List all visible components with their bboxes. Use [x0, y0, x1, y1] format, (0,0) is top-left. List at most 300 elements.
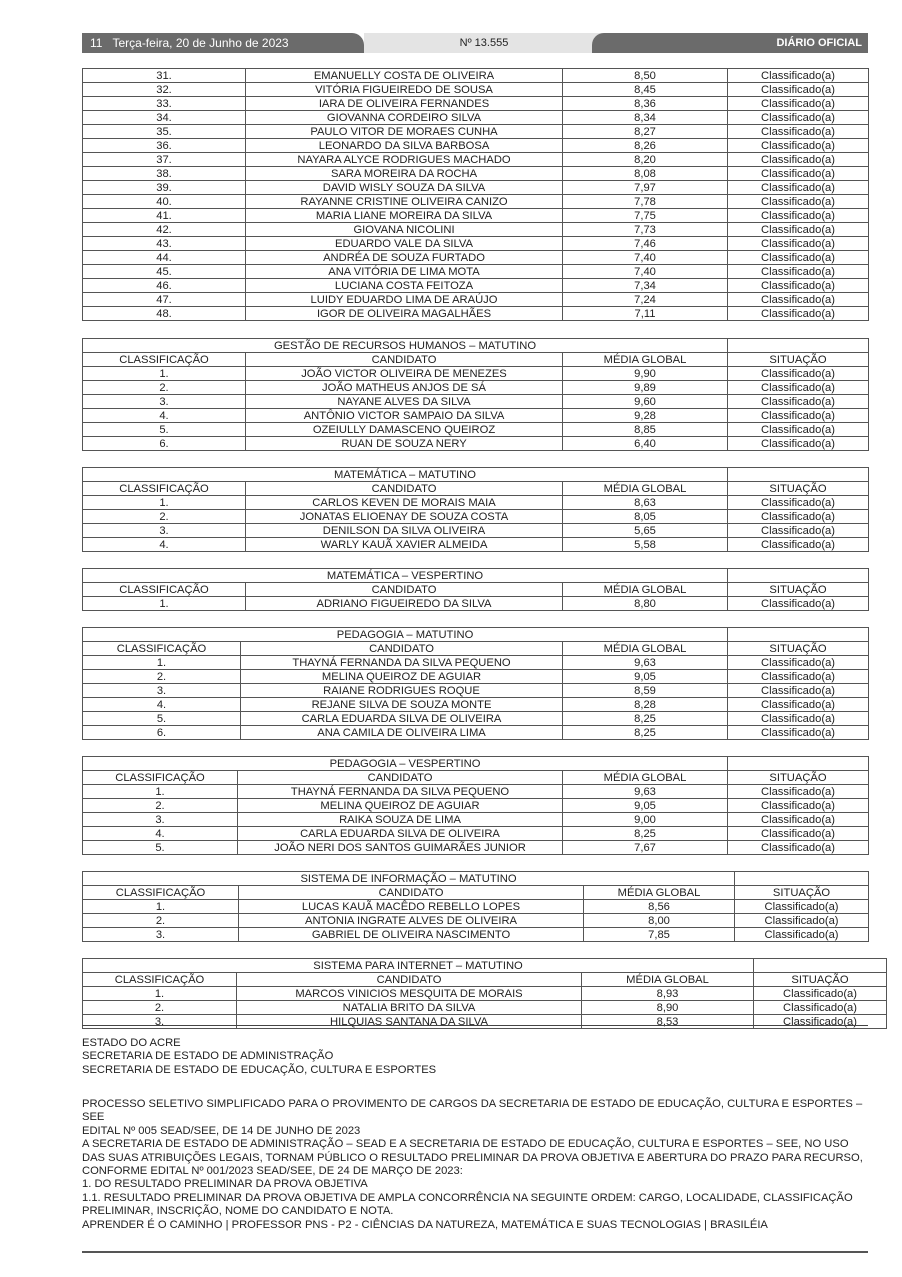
status-cell: Classificado(a) [728, 799, 869, 813]
header-classification: CLASSIFICAÇÃO [83, 353, 246, 367]
rank-cell: 42. [83, 223, 246, 237]
table-row [83, 827, 869, 841]
rank-cell: 4. [83, 538, 246, 552]
rank-cell: 43. [83, 237, 246, 251]
status-cell: Classificado(a) [728, 209, 869, 223]
table-row [83, 307, 869, 321]
candidate-cell: NATALIA BRITO DA SILVA [237, 1001, 582, 1015]
score-cell: 7,78 [563, 195, 728, 209]
score-cell: 7,73 [563, 223, 728, 237]
rank-cell: 2. [83, 914, 239, 928]
score-cell: 8,20 [563, 153, 728, 167]
status-cell: Classificado(a) [728, 83, 869, 97]
header-classification: CLASSIFICAÇÃO [83, 642, 241, 656]
status-cell: Classificado(a) [728, 139, 869, 153]
footer-rule [82, 1251, 868, 1253]
results-table [82, 756, 869, 855]
section-title: PEDAGOGIA – VESPERTINO [83, 757, 728, 771]
candidate-cell: OZEIULLY DAMASCENO QUEIROZ [246, 423, 563, 437]
score-cell: 8,45 [563, 83, 728, 97]
candidate-cell: NAYARA ALYCE RODRIGUES MACHADO [246, 153, 563, 167]
candidate-cell: NAYANE ALVES DA SILVA [246, 395, 563, 409]
notice-section-heading: 1. DO RESULTADO PRELIMINAR DA PROVA OBJETIVA [82, 1178, 368, 1191]
table-row [83, 799, 869, 813]
rank-cell: 5. [83, 423, 246, 437]
title-empty-cell [754, 959, 887, 973]
score-cell: 7,46 [563, 237, 728, 251]
score-cell: 8,63 [563, 496, 728, 510]
rank-cell: 2. [83, 510, 246, 524]
candidate-cell: CARLOS KEVEN DE MORAIS MAIA [246, 496, 563, 510]
candidate-cell: ANTÔNIO VICTOR SAMPAIO DA SILVA [246, 409, 563, 423]
rank-cell: 6. [83, 726, 241, 740]
table-title-row [83, 872, 869, 886]
candidate-cell: RAIANE RODRIGUES ROQUE [241, 684, 563, 698]
agency-block [82, 1037, 870, 1077]
status-cell: Classificado(a) [728, 712, 869, 726]
table-row [83, 167, 869, 181]
candidate-cell: RAYANNE CRISTINE OLIVEIRA CANIZO [246, 195, 563, 209]
candidate-cell: MARIA LIANE MOREIRA DA SILVA [246, 209, 563, 223]
table-row [83, 423, 869, 437]
header-candidate: CANDIDATO [237, 973, 582, 987]
candidate-cell: EDUARDO VALE DA SILVA [246, 237, 563, 251]
status-cell: Classificado(a) [728, 265, 869, 279]
table-header-row [83, 886, 869, 900]
header-classification: CLASSIFICAÇÃO [83, 771, 238, 785]
rank-cell: 4. [83, 698, 241, 712]
status-cell: Classificado(a) [728, 167, 869, 181]
status-cell: Classificado(a) [728, 367, 869, 381]
status-cell: Classificado(a) [728, 597, 869, 611]
table-title-row [83, 959, 887, 973]
candidate-cell: CARLA EDUARDA SILVA DE OLIVEIRA [238, 827, 563, 841]
score-cell: 8,25 [563, 827, 728, 841]
table-row [83, 437, 869, 451]
table-row [83, 69, 869, 83]
candidate-cell: HILQUIAS SANTANA DA SILVA [237, 1015, 582, 1029]
agency-line: SECRETARIA DE ESTADO DE EDUCAÇÃO, CULTURA E ESPORTES [82, 1063, 437, 1076]
agency-line: ESTADO DO ACRE [82, 1037, 181, 1049]
table-title-row [83, 468, 869, 482]
notice-body: A SECRETARIA DE ESTADO DE ADMINISTRAÇÃO – SEAD E A SECRETARIA DE ESTADO DE EDUCAÇÃO, CULTURA E ESPORTES – SEE, NO USO DAS SUAS ATRIBUIÇÕES LEGAIS, TORNAM PÚBLICO O RESULTADO PRELIMINAR DA PROVA OBJETIVA E ABERTURA DO PRAZO PARA RECURSO, CONFORME EDITAL Nº 001/2023 SEAD/SEE, DE 24 DE MARÇO DE 2023: [82, 1138, 863, 1178]
rank-cell: 38. [83, 167, 246, 181]
results-table [82, 338, 869, 451]
candidate-cell: PAULO VITOR DE MORAES CUNHA [246, 125, 563, 139]
table-row [83, 265, 869, 279]
candidate-cell: JOÃO NERI DOS SANTOS GUIMARÃES JUNIOR [238, 841, 563, 855]
table-row [83, 181, 869, 195]
table-row [83, 538, 869, 552]
rank-cell: 4. [83, 409, 246, 423]
header-score: MÉDIA GLOBAL [563, 642, 728, 656]
rank-cell: 3. [83, 928, 239, 942]
notice-subsection: 1.1. RESULTADO PRELIMINAR DA PROVA OBJETIVA DE AMPLA CONCORRÊNCIA NA SEGUINTE ORDEM: CARGO, LOCALIDADE, CLASSIFICAÇÃO PRELIMINAR, INSCRIÇÃO, NOME DO CANDIDATO E NOTA. [82, 1191, 853, 1218]
score-cell: 7,11 [563, 307, 728, 321]
table-title-row [83, 339, 869, 353]
section-divider [82, 1025, 868, 1026]
table-row [83, 251, 869, 265]
table-row [83, 195, 869, 209]
status-cell: Classificado(a) [728, 293, 869, 307]
table-row [83, 597, 869, 611]
score-cell: 8,27 [563, 125, 728, 139]
score-cell: 9,00 [563, 813, 728, 827]
candidate-cell: LUCAS KAUÃ MACÊDO REBELLO LOPES [239, 900, 584, 914]
table-row [83, 712, 869, 726]
section-title: PEDAGOGIA – MATUTINO [83, 628, 728, 642]
header-candidate: CANDIDATO [246, 482, 563, 496]
title-empty-cell [728, 569, 869, 583]
table-row [83, 496, 869, 510]
status-cell: Classificado(a) [735, 914, 869, 928]
table-row [83, 813, 869, 827]
candidate-cell: EMANUELLY COSTA DE OLIVEIRA [246, 69, 563, 83]
status-cell: Classificado(a) [728, 538, 869, 552]
results-table [82, 958, 887, 1029]
score-cell: 9,05 [563, 670, 728, 684]
rank-cell: 48. [83, 307, 246, 321]
score-cell: 7,75 [563, 209, 728, 223]
score-cell: 6,40 [563, 437, 728, 451]
score-cell: 8,25 [563, 712, 728, 726]
status-cell: Classificado(a) [728, 785, 869, 799]
header-score: MÉDIA GLOBAL [563, 482, 728, 496]
table-row [83, 111, 869, 125]
table-header-row [83, 482, 869, 496]
table-header-row [83, 642, 869, 656]
rank-cell: 4. [83, 827, 238, 841]
candidate-cell: GABRIEL DE OLIVEIRA NASCIMENTO [239, 928, 584, 942]
agency-line: SECRETARIA DE ESTADO DE ADMINISTRAÇÃO [82, 1050, 334, 1063]
table-row [83, 1015, 887, 1029]
header-status: SITUAÇÃO [728, 583, 869, 597]
rank-cell: 1. [83, 900, 239, 914]
score-cell: 8,00 [584, 914, 735, 928]
table-row [83, 83, 869, 97]
rank-cell: 44. [83, 251, 246, 265]
table-row [83, 293, 869, 307]
rank-cell: 1. [83, 367, 246, 381]
candidate-cell: JONATAS ELIOENAY DE SOUZA COSTA [246, 510, 563, 524]
candidate-cell: IGOR DE OLIVEIRA MAGALHÃES [246, 307, 563, 321]
title-empty-cell [728, 628, 869, 642]
notice-position: APRENDER É O CAMINHO | PROFESSOR PNS - P2 - CIÊNCIAS DA NATUREZA, MATEMÁTICA E SUAS TECNOLOGIAS | BRASILÉIA [82, 1218, 768, 1231]
notice-edital: EDITAL Nº 005 SEAD/SEE, DE 14 DE JUNHO DE 2023 [82, 1124, 361, 1137]
status-cell: Classificado(a) [728, 279, 869, 293]
results-tables [82, 68, 868, 1045]
section-title: GESTÃO DE RECURSOS HUMANOS – MATUTINO [83, 339, 728, 353]
score-cell: 7,85 [584, 928, 735, 942]
rank-cell: 34. [83, 111, 246, 125]
score-cell: 7,67 [563, 841, 728, 855]
table-row [83, 395, 869, 409]
rank-cell: 1. [83, 597, 246, 611]
table-header-row [83, 973, 887, 987]
candidate-cell: MELINA QUEIROZ DE AGUIAR [241, 670, 563, 684]
status-cell: Classificado(a) [728, 125, 869, 139]
score-cell: 8,08 [563, 167, 728, 181]
results-table-continued [82, 68, 869, 321]
score-cell: 8,34 [563, 111, 728, 125]
status-cell: Classificado(a) [728, 656, 869, 670]
candidate-cell: LEONARDO DA SILVA BARBOSA [246, 139, 563, 153]
status-cell: Classificado(a) [728, 423, 869, 437]
rank-cell: 5. [83, 841, 238, 855]
header-publication: DIÁRIO OFICIAL [592, 33, 868, 53]
rank-cell: 40. [83, 195, 246, 209]
candidate-cell: RAIKA SOUZA DE LIMA [238, 813, 563, 827]
header-status: SITUAÇÃO [728, 482, 869, 496]
title-empty-cell [735, 872, 869, 886]
score-cell: 9,28 [563, 409, 728, 423]
score-cell: 8,59 [563, 684, 728, 698]
section-title: MATEMÁTICA – MATUTINO [83, 468, 728, 482]
status-cell: Classificado(a) [728, 307, 869, 321]
page-header [82, 33, 868, 53]
results-table [82, 467, 869, 552]
table-row [83, 900, 869, 914]
table-row [83, 237, 869, 251]
candidate-cell: MARCOS VINICIOS MESQUITA DE MORAIS [237, 987, 582, 1001]
score-cell: 9,90 [563, 367, 728, 381]
rank-cell: 45. [83, 265, 246, 279]
status-cell: Classificado(a) [735, 928, 869, 942]
candidate-cell: ANTONIA INGRATE ALVES DE OLIVEIRA [239, 914, 584, 928]
table-row [83, 841, 869, 855]
candidate-cell: CARLA EDUARDA SILVA DE OLIVEIRA [241, 712, 563, 726]
status-cell: Classificado(a) [728, 813, 869, 827]
status-cell: Classificado(a) [728, 684, 869, 698]
table-header-row [83, 583, 869, 597]
header-classification: CLASSIFICAÇÃO [83, 886, 239, 900]
score-cell: 9,89 [563, 381, 728, 395]
score-cell: 7,97 [563, 181, 728, 195]
table-row [83, 139, 869, 153]
header-candidate: CANDIDATO [246, 353, 563, 367]
score-cell: 8,85 [563, 423, 728, 437]
table-row [83, 524, 869, 538]
candidate-cell: JOÃO MATHEUS ANJOS DE SÁ [246, 381, 563, 395]
rank-cell: 32. [83, 83, 246, 97]
table-header-row [83, 353, 869, 367]
candidate-cell: VITÓRIA FIGUEIREDO DE SOUSA [246, 83, 563, 97]
candidate-cell: MELINA QUEIROZ DE AGUIAR [238, 799, 563, 813]
rank-cell: 6. [83, 437, 246, 451]
header-status: SITUAÇÃO [735, 886, 869, 900]
score-cell: 9,05 [563, 799, 728, 813]
status-cell: Classificado(a) [728, 251, 869, 265]
candidate-cell: REJANE SILVA DE SOUZA MONTE [241, 698, 563, 712]
results-table [82, 627, 869, 740]
status-cell: Classificado(a) [754, 987, 887, 1001]
candidate-cell: ANDRÉA DE SOUZA FURTADO [246, 251, 563, 265]
table-row [83, 223, 869, 237]
candidate-cell: WARLY KAUÃ XAVIER ALMEIDA [246, 538, 563, 552]
rank-cell: 39. [83, 181, 246, 195]
status-cell: Classificado(a) [754, 1001, 887, 1015]
rank-cell: 47. [83, 293, 246, 307]
status-cell: Classificado(a) [728, 409, 869, 423]
header-score: MÉDIA GLOBAL [582, 973, 754, 987]
rank-cell: 1. [83, 656, 241, 670]
rank-cell: 2. [83, 1001, 237, 1015]
rank-cell: 3. [83, 524, 246, 538]
score-cell: 8,26 [563, 139, 728, 153]
header-edition: Nº 13.555 [364, 33, 604, 53]
table-row [83, 1001, 887, 1015]
title-empty-cell [728, 468, 869, 482]
status-cell: Classificado(a) [728, 437, 869, 451]
score-cell: 8,50 [563, 69, 728, 83]
status-cell: Classificado(a) [735, 900, 869, 914]
table-title-row [83, 757, 869, 771]
table-row [83, 409, 869, 423]
header-classification: CLASSIFICAÇÃO [83, 482, 246, 496]
candidate-cell: LUIDY EDUARDO LIMA DE ARAÚJO [246, 293, 563, 307]
rank-cell: 31. [83, 69, 246, 83]
candidate-cell: ANA CAMILA DE OLIVEIRA LIMA [241, 726, 563, 740]
candidate-cell: ANA VITÓRIA DE LIMA MOTA [246, 265, 563, 279]
candidate-cell: IARA DE OLIVEIRA FERNANDES [246, 97, 563, 111]
rank-cell: 37. [83, 153, 246, 167]
status-cell: Classificado(a) [728, 153, 869, 167]
rank-cell: 1. [83, 785, 238, 799]
candidate-cell: RUAN DE SOUZA NERY [246, 437, 563, 451]
header-candidate: CANDIDATO [241, 642, 563, 656]
score-cell: 8,80 [563, 597, 728, 611]
score-cell: 8,05 [563, 510, 728, 524]
score-cell: 8,90 [582, 1001, 754, 1015]
status-cell: Classificado(a) [728, 841, 869, 855]
score-cell: 9,63 [563, 656, 728, 670]
table-title-row [83, 628, 869, 642]
header-status: SITUAÇÃO [728, 642, 869, 656]
rank-cell: 2. [83, 799, 238, 813]
header-score: MÉDIA GLOBAL [563, 771, 728, 785]
candidate-cell: GIOVANNA CORDEIRO SILVA [246, 111, 563, 125]
status-cell: Classificado(a) [728, 381, 869, 395]
title-empty-cell [728, 757, 869, 771]
table-row [83, 381, 869, 395]
candidate-cell: GIOVANA NICOLINI [246, 223, 563, 237]
header-score: MÉDIA GLOBAL [563, 353, 728, 367]
score-cell: 8,36 [563, 97, 728, 111]
rank-cell: 2. [83, 381, 246, 395]
candidate-cell: DAVID WISLY SOUZA DA SILVA [246, 181, 563, 195]
title-empty-cell [728, 339, 869, 353]
header-classification: CLASSIFICAÇÃO [83, 973, 237, 987]
section-title: SISTEMA DE INFORMAÇÃO – MATUTINO [83, 872, 735, 886]
table-row [83, 153, 869, 167]
table-row [83, 510, 869, 524]
table-row [83, 97, 869, 111]
table-title-row [83, 569, 869, 583]
score-cell: 9,63 [563, 785, 728, 799]
header-score: MÉDIA GLOBAL [563, 583, 728, 597]
status-cell: Classificado(a) [728, 827, 869, 841]
score-cell: 8,28 [563, 698, 728, 712]
header-candidate: CANDIDATO [246, 583, 563, 597]
rank-cell: 33. [83, 97, 246, 111]
score-cell: 8,53 [582, 1015, 754, 1029]
table-row [83, 698, 869, 712]
candidate-cell: LUCIANA COSTA FEITOZA [246, 279, 563, 293]
candidate-cell: THAYNÁ FERNANDA DA SILVA PEQUENO [238, 785, 563, 799]
status-cell: Classificado(a) [728, 111, 869, 125]
rank-cell: 3. [83, 813, 238, 827]
score-cell: 8,93 [582, 987, 754, 1001]
table-row [83, 684, 869, 698]
results-table [82, 568, 869, 611]
status-cell: Classificado(a) [728, 698, 869, 712]
results-table [82, 871, 869, 942]
rank-cell: 35. [83, 125, 246, 139]
table-row [83, 209, 869, 223]
rank-cell: 36. [83, 139, 246, 153]
rank-cell: 46. [83, 279, 246, 293]
score-cell: 7,24 [563, 293, 728, 307]
rank-cell: 3. [83, 1015, 237, 1029]
status-cell: Classificado(a) [728, 181, 869, 195]
score-cell: 9,60 [563, 395, 728, 409]
rank-cell: 3. [83, 684, 241, 698]
header-status: SITUAÇÃO [728, 771, 869, 785]
table-row [83, 125, 869, 139]
section-title: SISTEMA PARA INTERNET – MATUTINO [83, 959, 754, 973]
header-candidate: CANDIDATO [239, 886, 584, 900]
header-candidate: CANDIDATO [238, 771, 563, 785]
score-cell: 5,65 [563, 524, 728, 538]
score-cell: 7,40 [563, 265, 728, 279]
header-status: SITUAÇÃO [728, 353, 869, 367]
score-cell: 8,56 [584, 900, 735, 914]
notice-title: PROCESSO SELETIVO SIMPLIFICADO PARA O PROVIMENTO DE CARGOS DA SECRETARIA DE ESTADO DE EDUCAÇÃO, CULTURA E ESPORTES – SEE [82, 1098, 863, 1124]
rank-cell: 2. [83, 670, 241, 684]
header-classification: CLASSIFICAÇÃO [83, 583, 246, 597]
status-cell: Classificado(a) [728, 223, 869, 237]
rank-cell: 3. [83, 395, 246, 409]
table-row [83, 656, 869, 670]
status-cell: Classificado(a) [728, 524, 869, 538]
table-row [83, 367, 869, 381]
status-cell: Classificado(a) [728, 195, 869, 209]
candidate-cell: SARA MOREIRA DA ROCHA [246, 167, 563, 181]
candidate-cell: DENILSON DA SILVA OLIVEIRA [246, 524, 563, 538]
status-cell: Classificado(a) [728, 97, 869, 111]
score-cell: 7,34 [563, 279, 728, 293]
score-cell: 8,25 [563, 726, 728, 740]
status-cell: Classificado(a) [728, 726, 869, 740]
table-header-row [83, 771, 869, 785]
header-date: Terça-feira, 20 de Junho de 2023 [112, 36, 289, 50]
candidate-cell: JOÃO VICTOR OLIVEIRA DE MENEZES [246, 367, 563, 381]
score-cell: 7,40 [563, 251, 728, 265]
header-left [82, 33, 364, 53]
header-score: MÉDIA GLOBAL [584, 886, 735, 900]
table-row [83, 670, 869, 684]
status-cell: Classificado(a) [728, 510, 869, 524]
table-row [83, 279, 869, 293]
table-row [83, 914, 869, 928]
table-row [83, 987, 887, 1001]
status-cell: Classificado(a) [728, 395, 869, 409]
notice-block [82, 1098, 870, 1232]
candidate-cell: ADRIANO FIGUEIREDO DA SILVA [246, 597, 563, 611]
status-cell: Classificado(a) [728, 496, 869, 510]
rank-cell: 5. [83, 712, 241, 726]
section-title: MATEMÁTICA – VESPERTINO [83, 569, 728, 583]
